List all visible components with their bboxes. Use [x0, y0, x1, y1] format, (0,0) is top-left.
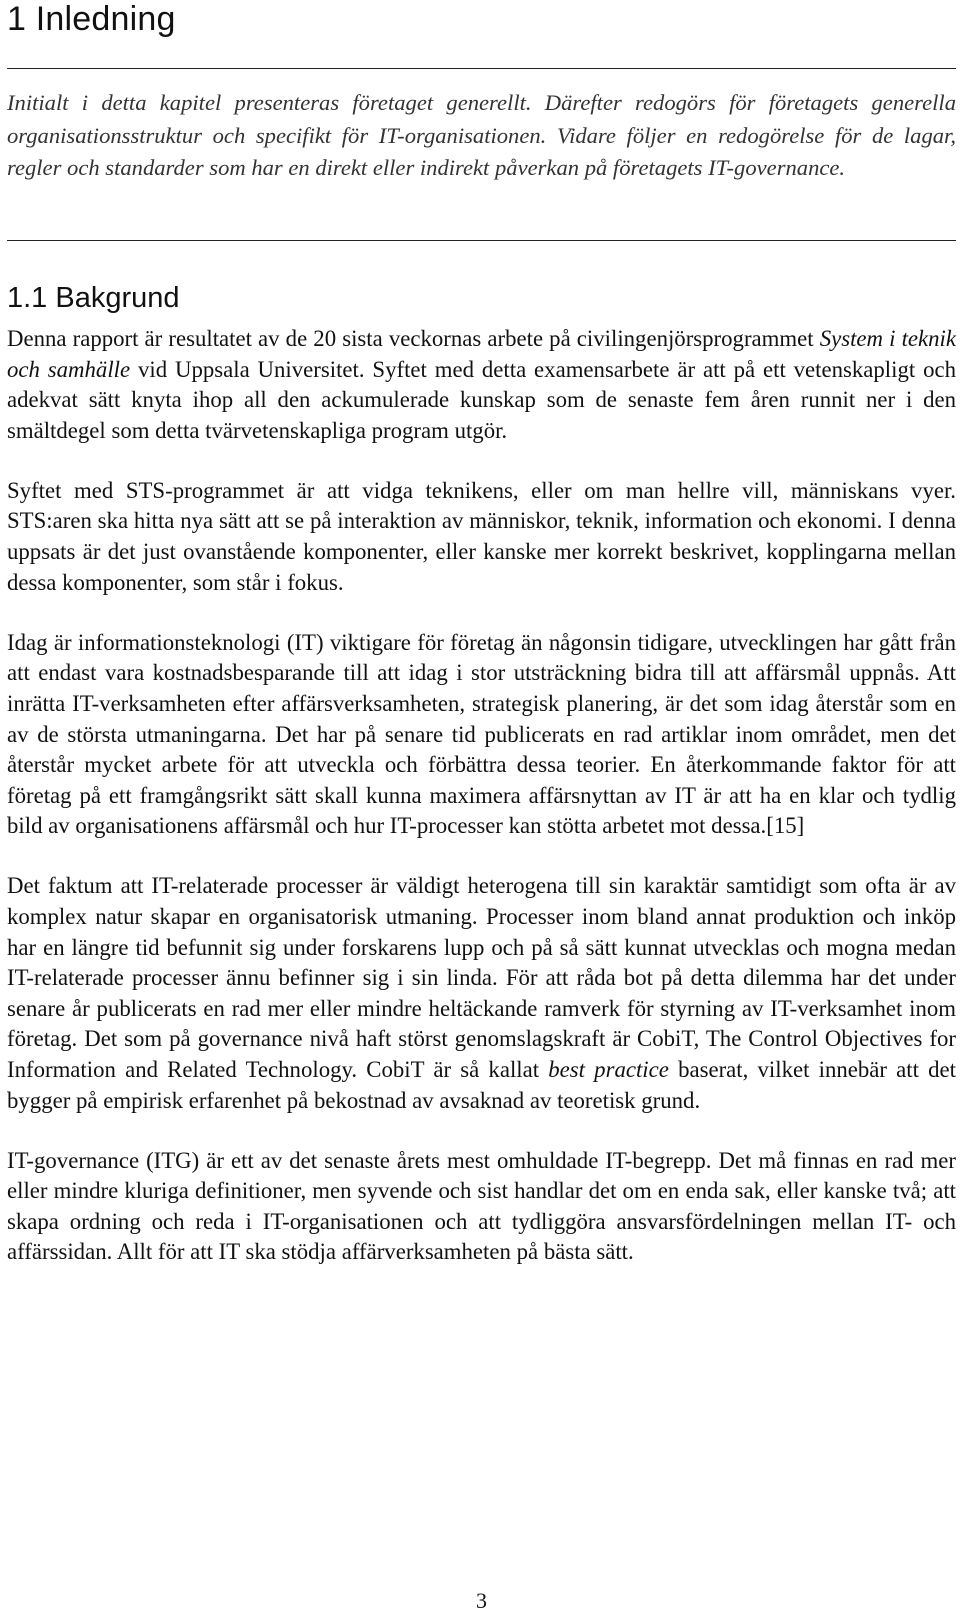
- paragraph-3: Idag är informationsteknologi (IT) viktigare för företag än någonsin tidigare, utvecklingen har gått från att endast vara kostnadsbesparande till att idag i stor utsträckning bidra till att affärsmål uppnås. Att inrätta IT-verksamheten efter affärsverksamheten, strategisk planering, är det som idag återstår som en av de största utmaningarna. Det har på senare tid publicerats en rad artiklar inom området, men det återstår mycket arbete för att utveckla och förbättra dessa teorier. En återkommande faktor för att företag på ett framgångsrikt sätt skall kunna maximera affärsnyttan av IT är att ha en klar och tydlig bild av organisationens affärsmål och hur IT-processer kan stötta arbetet mot dessa.[15]: [7, 629, 956, 839]
- divider-top: [7, 68, 956, 69]
- paragraph-1: [7, 324, 956, 446]
- paragraph-4-text-a: Det faktum att IT-relaterade processer är väldigt heterogena till sin karaktär samtidigt som ofta är av komplex natur skapar en organisatorisk utmaning. Processer inom bland annat produktion och inköp har en längre tid befunnit sig under forskarens lupp och på så sätt kunnat utvecklas och mogna medan IT-relaterade processer ännu befinner sig i sin linda. För att råda bot på detta dilemma har det under senare år publicerats en rad mer eller mindre heltäckande ramverk för styrning av IT-verksamhet inom företag. Det som på governance nivå haft störst genomslagskraft är CobiT, The Control Objectives for Information and Related Technology. CobiT är så kallat: [7, 873, 956, 1082]
- chapter-intro: Initialt i detta kapitel presenteras företaget generellt. Därefter redogörs för företagets generella organisationsstruktur och specifikt för IT-organisationen. Vidare följer en redogörelse för de lagar, regler och standarder som har en direkt eller indirekt påverkan på företagets IT-governance.: [7, 90, 956, 180]
- page-number: 3: [476, 1588, 487, 1613]
- paragraph-4-emphasis: best practice: [548, 1056, 669, 1082]
- section-title: 1.1 Bakgrund: [7, 282, 180, 314]
- divider-bottom: [7, 240, 956, 241]
- section-body: [7, 324, 956, 1298]
- paragraph-5: IT-governance (ITG) är ett av det senaste årets mest omhuldade IT-begrepp. Det må finnas en rad mer eller mindre kluriga definitioner, men syvende och sist handlar det om en enda sak, eller kanske två; att skapa ordning och reda i IT-organisationen och att tydliggöra ansvarsfördelningen mellan IT- och affärssidan. Allt för att IT ska stödja affärverksamheten på bästa sätt.: [7, 1147, 956, 1265]
- chapter-title: 1 Inledning: [7, 0, 176, 38]
- paragraph-4: [7, 871, 956, 1116]
- paragraph-1-emphasis: System i teknik och samhälle: [7, 326, 956, 382]
- paragraph-1-text-a: Denna rapport är resultatet av de 20 sista veckornas arbete på civilingenjörsprogrammet: [7, 326, 820, 351]
- paragraph-4-text-b: baserat, vilket innebär att det bygger på empirisk erfarenhet på bekostnad av avsaknad av teoretisk grund.: [7, 1056, 956, 1113]
- paragraph-2: Syftet med STS-programmet är att vidga teknikens, eller om man hellre vill, människans vyer. STS:aren ska hitta nya sätt att se på interaktion av människor, teknik, information och ekonomi. I denna uppsats är det just ovanstående komponenter, eller kanske mer korrekt beskrivet, kopplingarna mellan dessa komponenter, som står i fokus.: [7, 477, 956, 595]
- paragraph-1-text-b: vid Uppsala Universitet. Syftet med detta examensarbete är att på ett vetenskapligt och adekvat sätt knyta ihop all den ackumulerade kunskap som de senaste fem åren runnit ner i den smältdegel som detta tvärvetenskapliga program utgör.: [7, 356, 956, 443]
